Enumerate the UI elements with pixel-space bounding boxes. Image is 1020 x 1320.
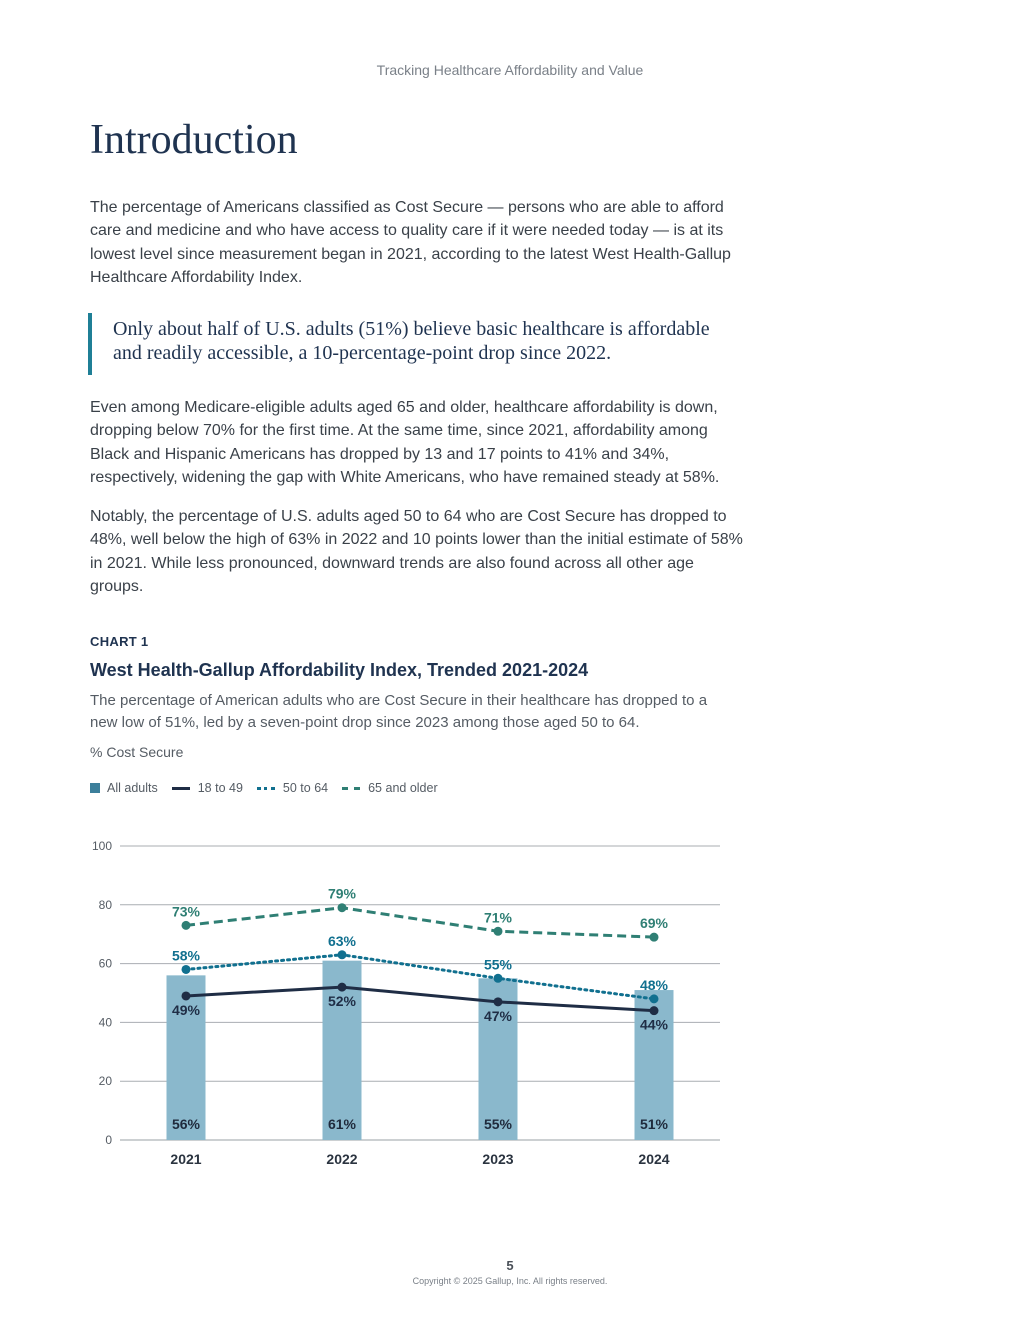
point-50-to-64-2022 (338, 950, 347, 959)
page-number: 5 (506, 1258, 514, 1273)
legend-label-all-adults: All adults (107, 781, 158, 795)
copyright-notice: Copyright © 2025 Gallup, Inc. All rights reserved. (412, 1276, 608, 1286)
point-65-and-older-2022 (338, 903, 347, 912)
legend-item-18-to-49 (172, 781, 243, 795)
legend-swatch-all-adults (90, 783, 100, 793)
x-tick-label-2022: 2022 (326, 1151, 358, 1167)
legend-label-65-and-older: 65 and older (368, 781, 438, 795)
chart-legend (90, 779, 452, 797)
pull-quote (88, 313, 742, 375)
intro-paragraph-3: Notably, the percentage of U.S. adults aged 50 to 64 who are Cost Secure has dropped to 48%, well below the high of 63% in 2022 and 10 points lower than the initial estimate of 58% in 2021. While less pronounced, downward trends are also found across all other age groups. (90, 508, 743, 595)
point-18-to-49-2024 (650, 1006, 659, 1015)
intro-paragraph-2: Even among Medicare-eligible adults aged 65 and older, healthcare affordability is down, dropping below 70% for the first time. At the same time, since 2021, affordability among Black and Hispanic Americans has dropped by 13 and 17 points to 41% and 34%, respectively, widening the gap with White Americans, who have remained steady at 58%. (90, 399, 720, 486)
legend-swatch-65-and-older (342, 787, 360, 790)
point-65-and-older-2021 (182, 921, 191, 930)
data-label-50-to-64-2021: 58% (171, 947, 201, 964)
y-tick-label-20: 20 (98, 1074, 112, 1089)
point-50-to-64-2024 (650, 994, 659, 1003)
data-label-65-and-older-2024: 69% (639, 915, 669, 932)
data-label-65-and-older-2021: 73% (171, 903, 201, 920)
data-label-18-to-49-2022: 52% (327, 993, 357, 1010)
y-tick-label-80: 80 (98, 897, 112, 912)
legend-item-50-to-64 (257, 781, 328, 795)
x-tick-label-2023: 2023 (482, 1151, 514, 1167)
data-label-50-to-64-2024: 48% (639, 976, 669, 993)
point-18-to-49-2023 (494, 997, 503, 1006)
legend-item-65-and-older (342, 781, 438, 795)
point-50-to-64-2023 (494, 974, 503, 983)
page-title: Introduction (90, 117, 298, 163)
data-label-18-to-49-2021: 49% (171, 1001, 201, 1018)
y-tick-label-0: 0 (105, 1133, 112, 1147)
bar-label-all-adults-2023: 55% (483, 1116, 513, 1132)
legend-label-18-to-49: 18 to 49 (197, 781, 243, 795)
data-label-50-to-64-2022: 63% (327, 932, 357, 949)
legend-label-50-to-64: 50 to 64 (282, 781, 329, 795)
point-18-to-49-2021 (182, 991, 191, 1000)
y-tick-label-100: 100 (91, 839, 112, 853)
data-label-18-to-49-2024: 44% (639, 1016, 669, 1033)
chart-title: West Health-Gallup Affordability Index, Trended 2021-2024 (90, 660, 589, 680)
chart-kicker: CHART 1 (90, 634, 149, 649)
data-label-50-to-64-2023: 55% (483, 956, 513, 973)
pull-quote-text: Only about half of U.S. adults (51%) believe basic healthcare is affordable and readily accessible, a 10-percentage-point drop since 2022. (113, 318, 710, 364)
bar-label-all-adults-2021: 56% (171, 1116, 201, 1132)
bar-label-all-adults-2024: 51% (639, 1116, 669, 1132)
data-label-18-to-49-2023: 47% (483, 1007, 513, 1024)
legend-item-all-adults (90, 781, 158, 795)
point-18-to-49-2022 (338, 983, 347, 992)
data-label-65-and-older-2023: 71% (483, 909, 513, 926)
y-tick-label-40: 40 (98, 1015, 112, 1030)
x-tick-label-2024: 2024 (638, 1151, 670, 1167)
y-tick-label-60: 60 (98, 956, 112, 971)
x-tick-label-2021: 2021 (170, 1151, 202, 1167)
chart-subtitle: The percentage of American adults who are Cost Secure in their healthcare has dropped to a new low of 51%, led by a seven-point drop since 2023 among those aged 50 to 64. (90, 692, 708, 731)
point-50-to-64-2021 (182, 965, 191, 974)
chart-plot-area (0, 820, 1020, 1180)
data-label-65-and-older-2022: 79% (327, 885, 357, 902)
point-65-and-older-2023 (494, 927, 503, 936)
bar-label-all-adults-2022: 61% (327, 1116, 357, 1132)
intro-paragraph-1: The percentage of Americans classified as Cost Secure — persons who are able to afford care and medicine and who have access to quality care if it were needed today — is at its lowest level since measurement began in 2021, according to the latest West Health-Gallup Healthcare Affordability Index. (90, 199, 731, 286)
legend-swatch-18-to-49 (172, 787, 190, 790)
legend-swatch-50-to-64 (257, 787, 275, 790)
series-line-65-and-older (186, 908, 654, 937)
chart-unit-label: % Cost Secure (90, 744, 184, 760)
point-65-and-older-2024 (650, 933, 659, 942)
running-header: Tracking Healthcare Affordability and Value (376, 62, 644, 78)
